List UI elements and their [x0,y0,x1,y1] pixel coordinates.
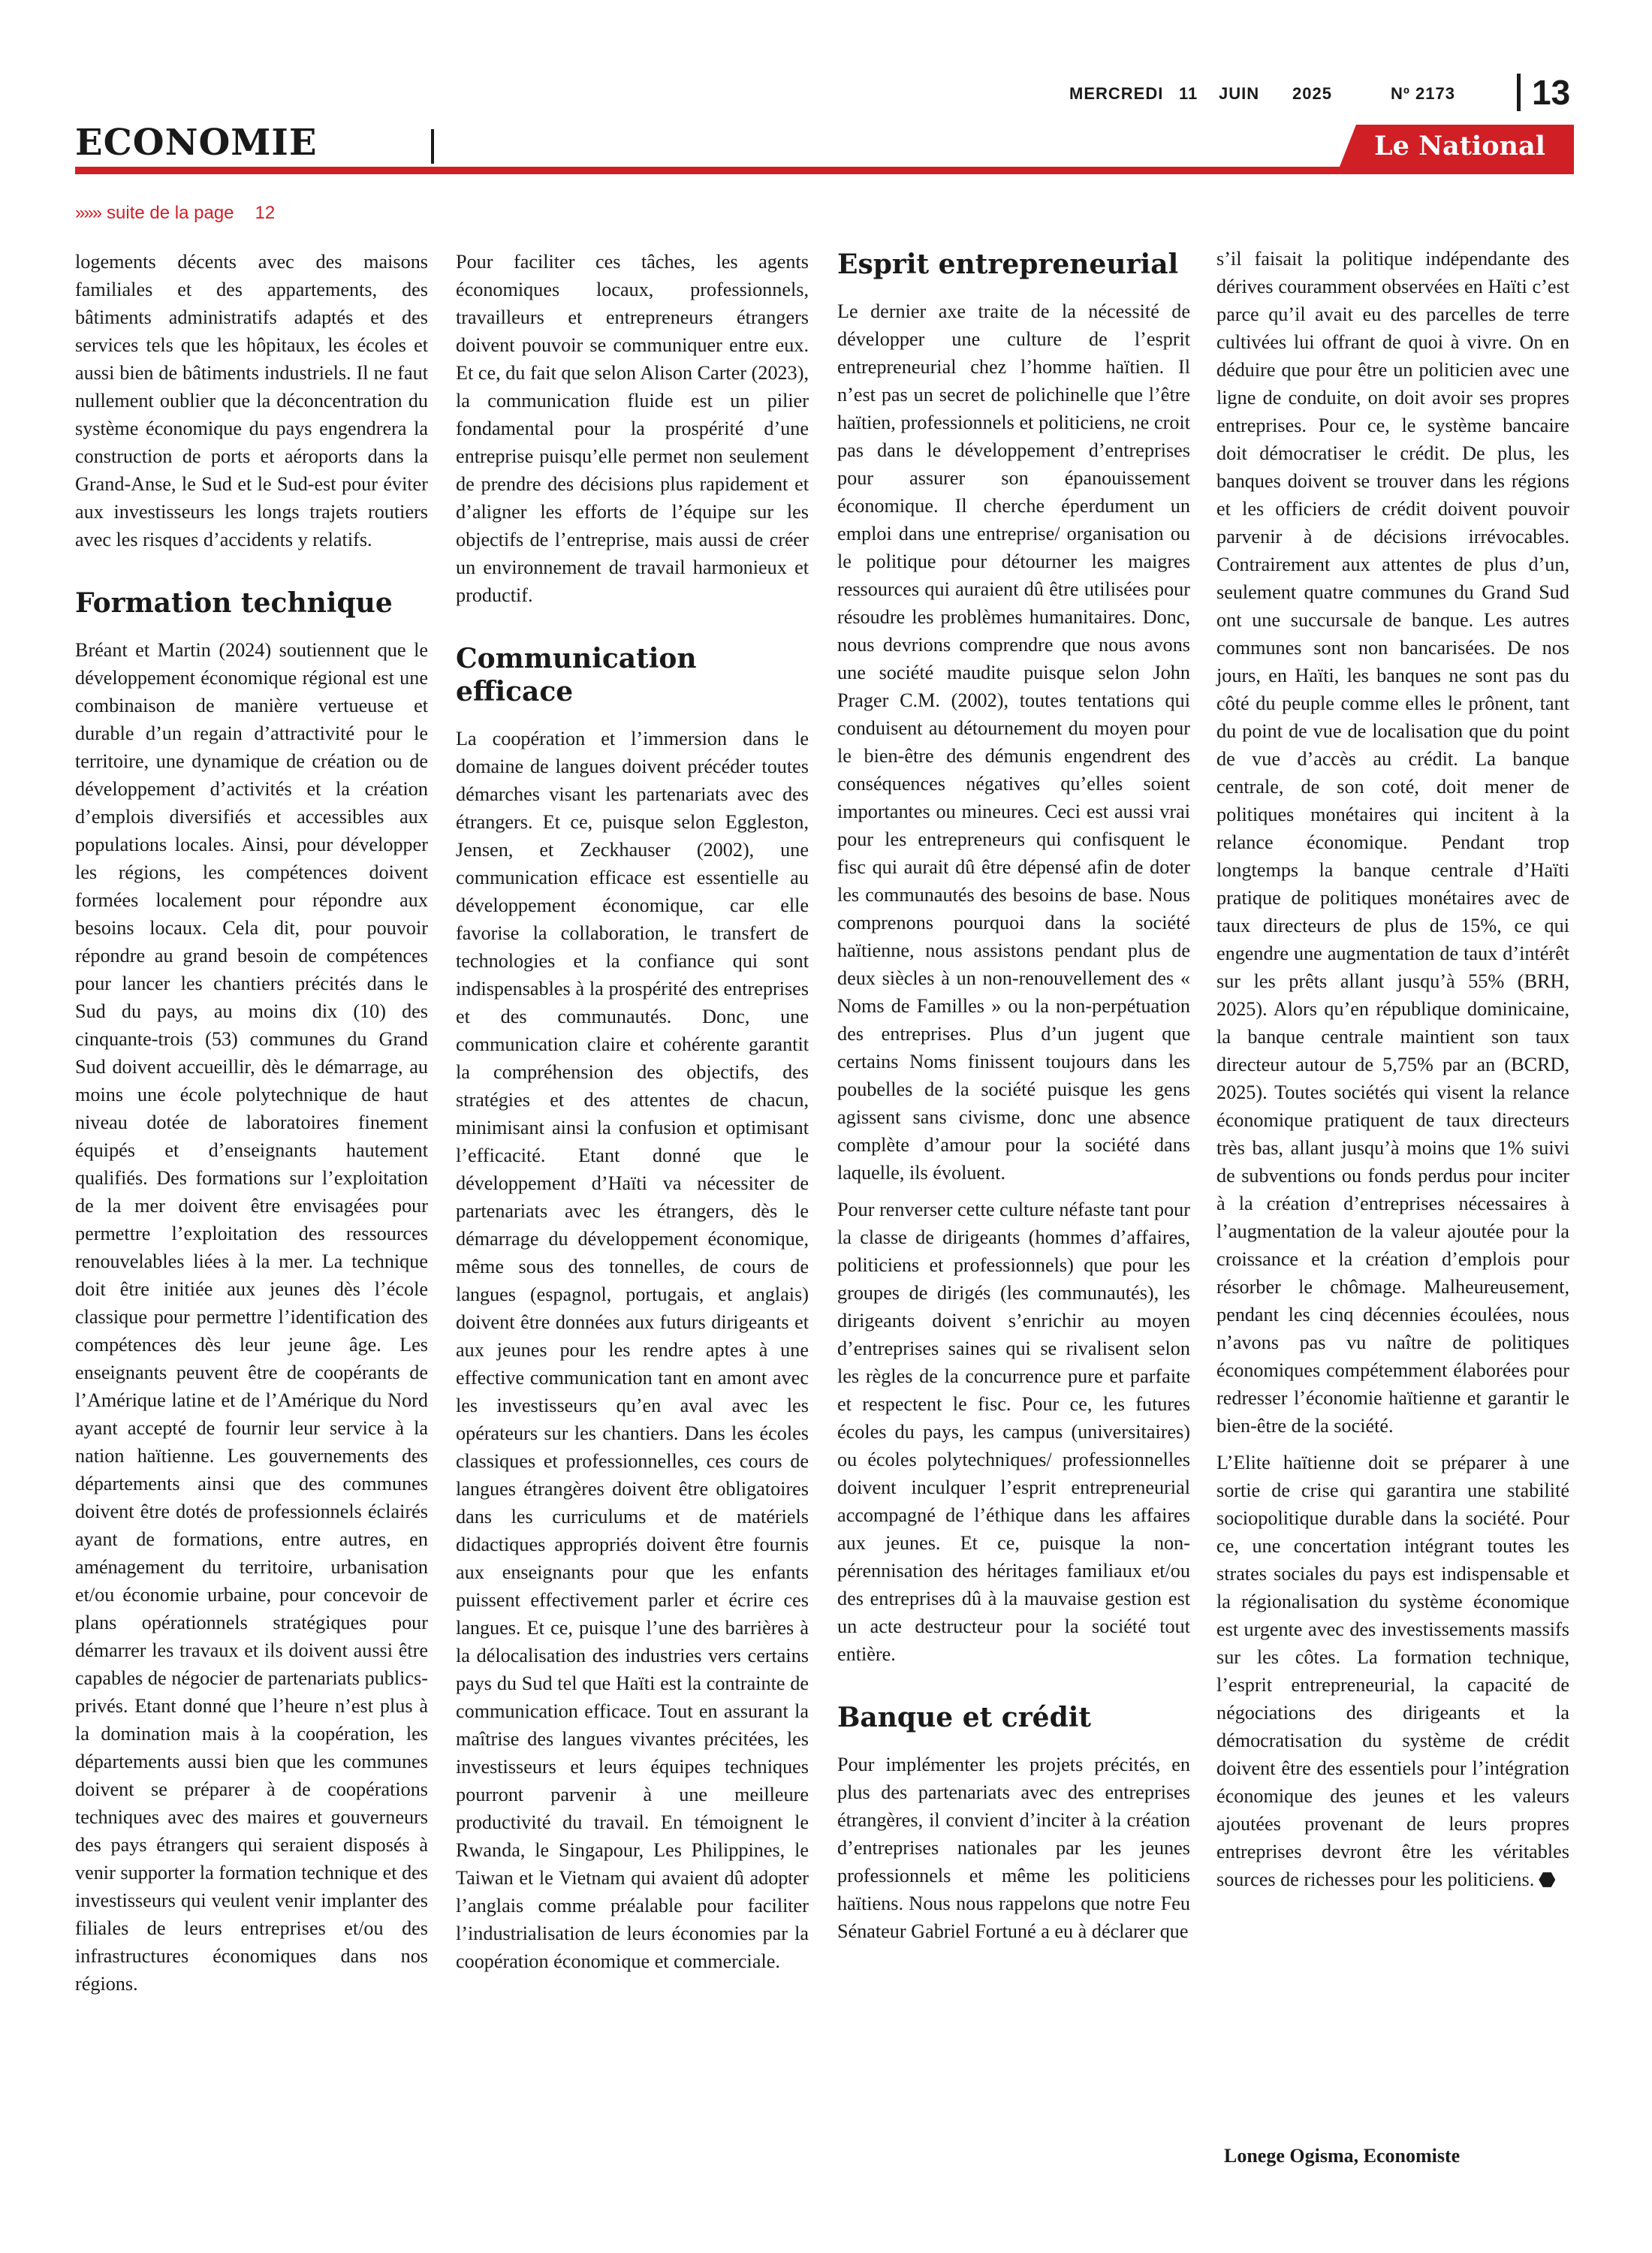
page-number-divider [1517,74,1521,111]
page-number: 13 [1532,73,1571,112]
brand-name: Le National [1374,131,1545,161]
paragraph-final-text: L’Elite haïtienne doit se préparer à une sortie de crise qui garantira une stabilité sociopolitique durable dans la société. Pour ce, une concertation intégrant toutes les strates sociales du pays est indispensable et la régionalisation du système économique est urgente avec des investissements massifs sur les côtes. La formation technique, l’esprit entrepreneurial, la capacité de négociations des dirigeants et la démocratisation du système de crédit doivent être des essentiels pour l’intégration économique des jeunes et les valeurs ajoutées provenant de leurs propres entreprises devront être les véritables sources de richesses pour les politiciens. [1216,1452,1569,1890]
date-day: MERCREDI [1069,84,1164,103]
paragraph-final [1216,1449,1569,1893]
subheading-esprit-entrepreneurial: Esprit entrepreneurial [837,249,1179,280]
section-divider [431,129,434,164]
date-month: JUIN [1219,84,1260,103]
date-number: 11 [1179,84,1198,103]
article-column-4 [1216,245,1569,1902]
issue-number: Nº 2173 [1391,84,1455,103]
end-of-article-icon [1539,1871,1555,1888]
continued-from [75,203,275,224]
author-byline: Lonege Ogisma, Economiste [1224,2145,1461,2167]
section-title: ECONOMIE [75,122,318,164]
subheading-communication-efficace: Communication efficace [456,643,697,707]
paragraph: logements décents avec des maisons familiales et des appartements, des bâtiments administratifs adaptés et des services tels que les hôpitaux, les écoles et aussi bien de bâtiments industriels. Il ne faut nullement oublier que la déconcentration du système économique du pays engendrera la construction de ports et aéroports dans la Grand-Anse, le Sud et le Sud-est pour éviter aux investisseurs les longs trajets routiers avec les risques d’accidents y relatifs. [75,251,428,550]
subheading-formation-technique: Formation technique [75,587,393,619]
paragraph: Bréant et Martin (2024) soutiennent que le développement économique régional est une combinaison de manière vertueuse et durable d’un regain d’attractivité pour le territoire, une dynamique de création ou de développement d’activités et la création d’emplois diversifiés et accessibles aux populations locales. Ainsi, pour développer les régions, les compétences doivent formées localement pour répondre aux besoins locaux. Cela dit, pour pouvoir répondre au grand besoin de compétences pour lancer les chantiers précités dans le Sud du pays, au moins dix (10) des cinquante-trois (53) communes du Grand Sud doivent accueillir, dès le démarrage, au moins une école polytechnique de haut niveau dotée de laboratoires finement équipés et d’enseignants hautement qualifiés. Des formations sur l’exploitation de la mer doivent être envisagées pour permettre l’exploitation des ressources renouvelables liées à la mer. La technique doit être initiée aux jeunes dès l’école classique pour permettre l’identification des compétences dès leur jeune âge. Les enseignants peuvent être de coopérants de l’Amérique latine et de l’Amérique du Nord ayant accepté de fournir leur service à la nation haïtienne. Les gouvernements des départements ainsi que des communes doivent être dotés de professionnels éclairés ayant de formations, entre autres, en aménagement du territoire, urbanisation et/ou économie urbaine, pour concevoir de plans opérationnels stratégiques pour démarrer les travaux et ils doivent aussi être capables de négocier de partenariats publics-privés. Etant donné que l’heure n’est plus à la domination mais à la coopération, les départements aussi bien que les communes doivent se préparer à de coopérations techniques avec des maires et gouverneurs des pays étrangers qui seraient disposés à venir supporter la formation technique et des investisseurs qui veulent venir implanter des filiales de leurs entreprises et/ou des infrastructures économiques dans nos régions. [75,639,428,1995]
continued-label: suite de la page [107,203,234,223]
paragraph: s’il faisait la politique indépendante des dérives couramment observées en Haïti c’est parce qu’il avait eu des parcelles de terre cultivées lui offrant de quoi à vivre. On en déduire que pour être un politicien avec une ligne de conduite, on doit avoir ses propres entreprises. Pour ce, le système bancaire doit démocratiser le crédit. De plus, les banques doivent se trouver dans les régions et les officiers de crédit doivent pouvoir parvenir à de décisions irrévocables. Contrairement aux attentes de plus d’un, seulement quatre communes du Grand Sud ont une succursale de banque. Les autres communes sont non bancarisées. De nos jours, en Haïti, les banques ne sont pas du côté du peuple comme elles le prônent, tant du point de vue de localisation que du point de vue d’accès au crédit. La banque centrale, de son coté, doit mener de politiques monétaires qui incitent à la relance économique. Pendant trop longtemps la banque centrale d’Haïti pratique de politiques monétaires avec de taux directeurs de plus de 15%, ce qui engendre une augmentation de taux d’intérêt sur les prêts allant jusqu’à 55% (BRH, 2025). Alors qu’en république dominicaine, la banque centrale maintient son taux directeur autour de 5,75% par an (BCRD, 2025). Toutes sociétés qui visent la relance économique pratiquent de taux directeurs très bas, allant jusqu’à moins que 1% suivi de subventions ou fonds perdus pour inciter à la création d’entreprises nécessaires à l’augmentation de la valeur ajoutée pour la croissance et la création d’emplois pour résorber le chômage. Malheureusement, pendant les cinq décennies écoulées, nous n’avons pas vu naître de politiques économiques compétemment élaborées pour redresser l’économie haïtienne et garantir le bien-être de la société. [1216,248,1569,1437]
paragraph: Pour renverser cette culture néfaste tant pour la classe de dirigeants (hommes d’affaires, politiciens et professionnels) que pour les groupes de dirigés (les communautés), les dirigeants doivent s’enrichir au moyen d’entreprises saines qui se rivalisent selon les règles de la concurrence pure et parfaite et respectent le fisc. Pour ce, les futures écoles du pays, les campus (universitaires) ou écoles polytechniques/ professionnelles doivent inculquer l’esprit entrepreneurial accompagné de l’éthique dans les affaires aux jeunes. Et ce, puisque la non-pérennisation des héritages familiaux et/ou des entreprises dû à la mauvaise gestion est un acte destructeur pour la société tout entière. [837,1199,1190,1665]
article-column-3 [837,248,1190,1954]
continued-arrows: »»» [75,203,101,223]
date-year: 2025 [1292,84,1332,103]
paragraph: Le dernier axe traite de la nécessité de développer une culture de l’esprit entrepreneurial chez l’homme haïtien. Il n’est pas un secret de polichinelle que l’être haïtien, professionnels et politiciens, ne croit pas dans le développement d’entreprises pour assurer son épanouissement économique. Il cherche éperdument un emploi dans une entreprise/ organisation ou le politique pour détourner les maigres ressources qui auraient dû être utilisées pour résoudre les problèmes humanitaires. Donc, nous devrions comprendre que nous avons une société maudite puisque selon John Prager C.M. (2002), toutes tentations qui conduisent au détournement du moyen pour le bien-être des démunis engendrent des conséquences négatives qu’elles soient importantes ou mineures. Ceci est aussi vrai pour les entrepreneurs qui confisquent le fisc qui aurait dû être dépensé afin de doter les communautés des besoins de base. Nous comprenons pourquoi dans la société haïtienne, nous assistons pendant plus de deux siècles à un non-renouvellement des « Noms de Familles » ou la non-perpétuation des entreprises. Plus d’un jugent que certains Noms finissent toujours dans les poubelles de la société puisque les gens agissent sans civisme, donc une absence complète d’amour pour la société dans laquelle, ils évoluent. [837,300,1190,1184]
paragraph: La coopération et l’immersion dans le domaine de langues doivent précéder toutes démarches visant les partenariats avec des étrangers. Et ce, puisque selon Eggleston, Jensen, et Zeckhauser (2002), une communication efficace est essentielle au développement économique, car elle favorise la collaboration, le transfert de technologies et la confiance qui sont indispensables à la prospérité des entreprises et des communautés. Donc, une communication claire et cohérente garantit la compréhension des objectifs, des stratégies et des attentes de chacun, minimisant ainsi la confusion et optimisant l’efficacité. Etant donné que le développement d’Haïti va nécessiter de partenariats avec les étrangers, dès le démarrage du développement économique, même sous des tonnelles, de cours de langues (espagnol, portugais, et anglais) doivent être données aux futurs dirigeants et aux jeunes pour les rendre aptes à une effective communication tant en amont avec les investisseurs qu’en aval avec les opérateurs sur les chantiers. Dans les écoles classiques et professionnelles, ces cours de langues étrangères doivent être obligatoires dans les curriculums et de matériels didactiques appropriés doivent être fournis aux enseignants pour que les enfants puissent effectivement parler et écrire ces langues. Et ce, puisque l’une des barrières à la délocalisation des industries vers certains pays du Sud tel que Haïti est la contrainte de communication efficace. Tout en assurant la maîtrise des langues vivantes précitées, les investisseurs et leurs équipes techniques pourront parvenir à une meilleure productivité du travail. En témoignent le Rwanda, le Singapour, Les Philippines, le Taiwan et le Vietnam qui avaient dû adopter l’anglais comme préalable pour faciliter l’industrialisation de leurs économies par la coopération économique et commerciale. [456,728,809,1972]
subheading-banque-et-credit: Banque et crédit [837,1702,1092,1733]
article-column-1 [75,248,428,2007]
article-column-2 [456,248,809,1984]
paragraph: Pour faciliter ces tâches, les agents économiques locaux, professionnels, travailleurs et entrepreneurs étrangers doivent pouvoir se communiquer entre eux. Et ce, du fait que selon Alison Carter (2023), la communication fluide est un pilier fondamental pour la prospérité d’une entreprise puisqu’elle permet non seulement de prendre des décisions plus rapidement et d’aligner les efforts de l’équipe sur les objectifs de l’entreprise, mais aussi de créer un environnement de travail harmonieux et productif. [456,251,809,606]
continued-page: 12 [255,203,276,223]
paragraph: Pour implémenter les projets précités, en plus des partenariats avec des entreprises étrangères, il convient d’inciter à la création d’entreprises nationales par les jeunes professionnels et même les politiciens haïtiens. Nous nous rappelons que notre Feu Sénateur Gabriel Fortuné a eu à déclarer que [837,1754,1190,1942]
